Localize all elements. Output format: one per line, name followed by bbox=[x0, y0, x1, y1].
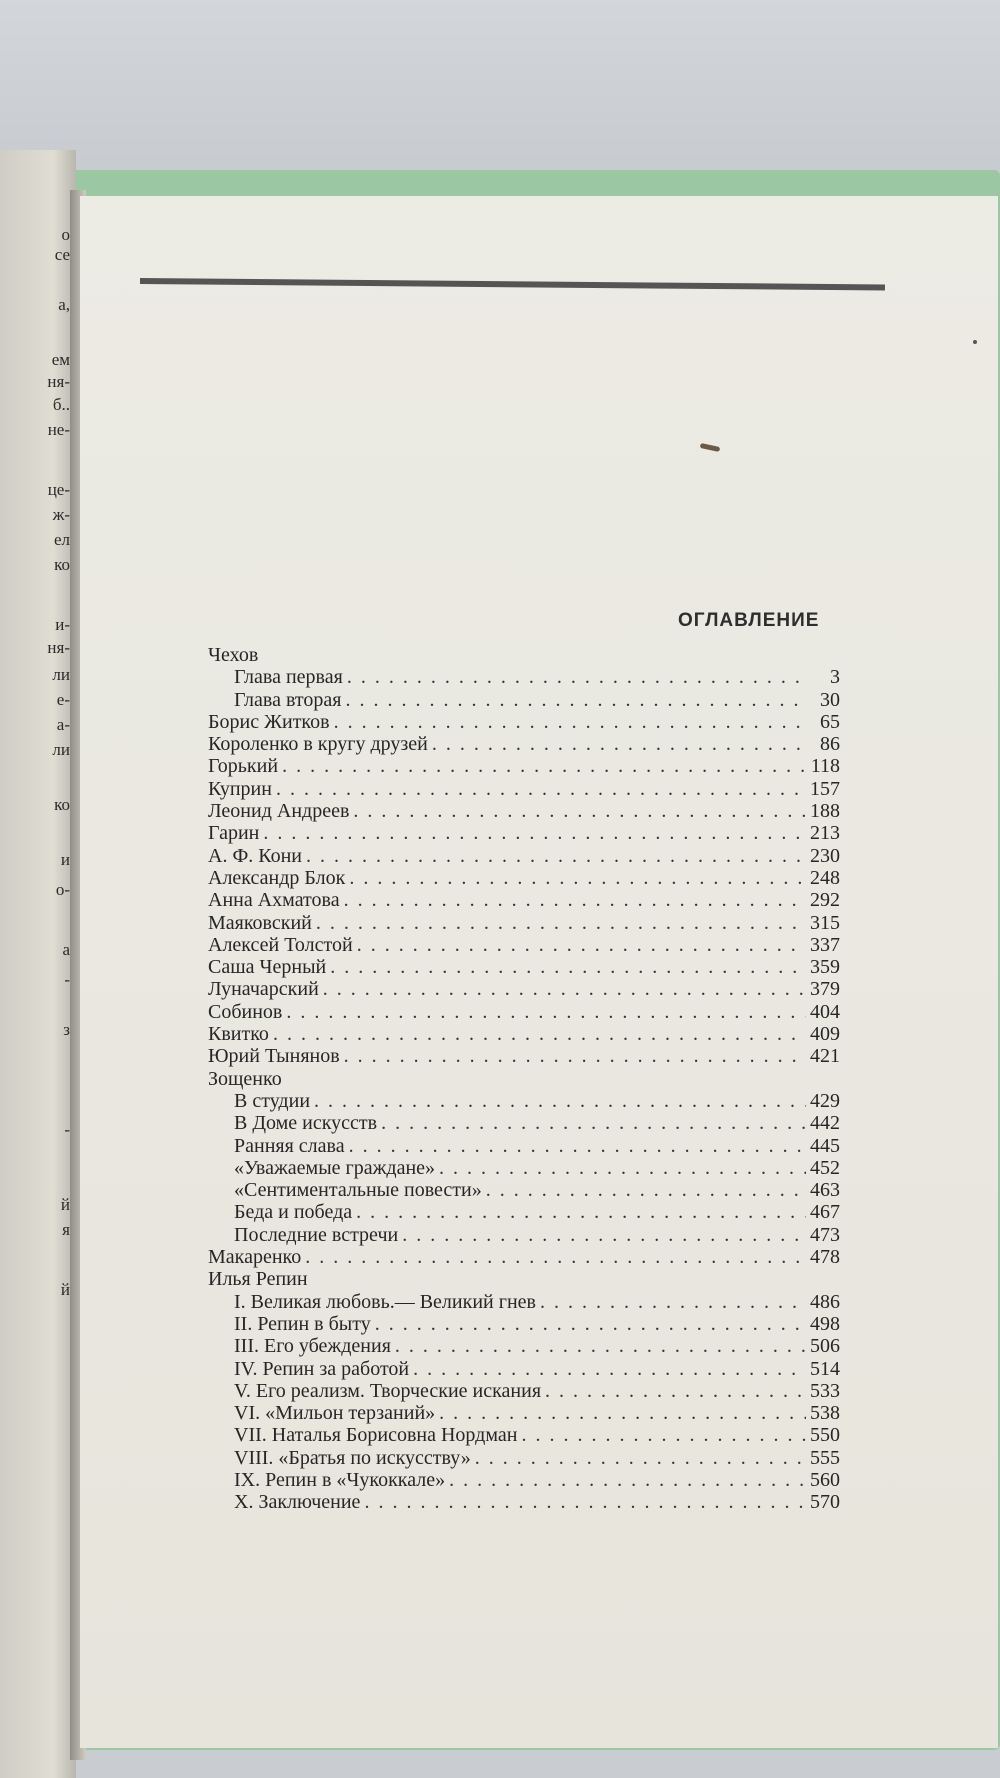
toc-entry bbox=[208, 912, 840, 934]
toc-entry-page-number: 157 bbox=[810, 777, 840, 800]
toc-entry-page-number: 498 bbox=[810, 1312, 840, 1335]
toc-entry-label: Луначарский bbox=[208, 978, 319, 1001]
toc-entry-page-number: 315 bbox=[810, 911, 840, 934]
facing-page-text-fragment: ел bbox=[53, 530, 70, 549]
facing-page-text-fragment: й bbox=[60, 1195, 70, 1214]
facing-page-text-fragment: ж- bbox=[52, 505, 70, 524]
toc-entry-label: Куприн bbox=[208, 777, 272, 800]
toc-entry-label: Леонид Андреев bbox=[208, 800, 350, 823]
toc-entry-label: Горький bbox=[208, 755, 279, 778]
toc-entry-page-number: 570 bbox=[810, 1491, 840, 1514]
facing-page-text-fragment: е- bbox=[56, 690, 70, 709]
toc-entry bbox=[208, 1291, 840, 1313]
toc-entry bbox=[208, 800, 840, 822]
toc-entry-page-number: 538 bbox=[810, 1402, 840, 1425]
toc-entry-label: II. Репин в быту bbox=[234, 1312, 371, 1335]
toc-leader-dots bbox=[301, 1246, 806, 1268]
toc-entry-page-number: 514 bbox=[810, 1357, 840, 1380]
toc-entry-page-number: 463 bbox=[810, 1179, 840, 1202]
toc-entry bbox=[208, 1112, 840, 1134]
toc-entry-label: «Уважаемые граждане» bbox=[234, 1156, 436, 1179]
toc-entry-label: I. Великая любовь.— Великий гнев bbox=[234, 1290, 536, 1313]
facing-page-text-fragment: з bbox=[63, 1020, 70, 1039]
toc-entry-label: Квитко bbox=[208, 1023, 269, 1046]
toc-leader-dots bbox=[482, 1179, 806, 1201]
toc-entry-label: Макаренко bbox=[208, 1246, 302, 1269]
toc-leader-dots bbox=[278, 755, 806, 777]
toc-leader-dots bbox=[352, 1201, 806, 1223]
toc-entry-label: Саша Черный bbox=[208, 956, 327, 979]
toc-leader-dots bbox=[435, 1402, 806, 1424]
facing-page-text-fragment: ли bbox=[52, 665, 70, 684]
toc-entry-label: А. Ф. Кони bbox=[208, 844, 302, 867]
facing-page-text-fragment: не- bbox=[47, 420, 70, 439]
toc-entry-page-number: 506 bbox=[810, 1335, 840, 1358]
toc-entry bbox=[208, 845, 840, 867]
toc-entry-page-number: 421 bbox=[810, 1045, 840, 1068]
toc-entry-label: В студии bbox=[234, 1089, 311, 1112]
toc-entry bbox=[208, 1068, 840, 1090]
toc-leader-dots bbox=[428, 733, 806, 755]
toc-leader-dots bbox=[353, 934, 806, 956]
toc-entry-label: Борис Житков bbox=[208, 710, 330, 733]
facing-page-text-fragment: и bbox=[60, 850, 70, 869]
toc-entry-label: Гарин bbox=[208, 822, 260, 845]
toc-entry-label: Александр Блок bbox=[208, 866, 346, 889]
toc-entry bbox=[208, 1224, 840, 1246]
toc-entry-label: VII. Наталья Борисовна Нордман bbox=[234, 1424, 518, 1447]
toc-entry bbox=[208, 889, 840, 911]
toc-entry-page-number: 478 bbox=[810, 1246, 840, 1269]
toc-entry-page-number: 118 bbox=[810, 755, 840, 778]
toc-entry-page-number: 452 bbox=[810, 1156, 840, 1179]
facing-page-text-fragment: ня- bbox=[47, 372, 70, 391]
facing-page bbox=[0, 150, 76, 1778]
facing-page-text-fragment: я bbox=[62, 1220, 70, 1239]
toc-leader-dots bbox=[409, 1358, 806, 1380]
toc-leader-dots bbox=[302, 845, 806, 867]
toc-entry-label: Собинов bbox=[208, 1000, 283, 1023]
toc-entry-page-number: 292 bbox=[810, 889, 840, 912]
toc-entry-page-number: 65 bbox=[820, 710, 840, 733]
toc-entry-label: VI. «Мильон терзаний» bbox=[234, 1402, 436, 1425]
toc-leader-dots bbox=[340, 889, 806, 911]
toc-entry-page-number: 230 bbox=[810, 844, 840, 867]
toc-leader-dots bbox=[259, 822, 806, 844]
toc-entry bbox=[208, 822, 840, 844]
toc-entry-page-number: 409 bbox=[810, 1023, 840, 1046]
toc-entry bbox=[208, 689, 840, 711]
toc-entry-label: Алексей Толстой bbox=[208, 933, 353, 956]
toc-entry-label: Последние встречи bbox=[234, 1223, 399, 1246]
toc-entry bbox=[208, 1135, 840, 1157]
toc-leader-dots bbox=[343, 666, 806, 688]
toc-leader-dots bbox=[272, 778, 806, 800]
table-of-contents bbox=[208, 644, 840, 1514]
toc-entry-page-number: 248 bbox=[810, 866, 840, 889]
facing-page-text-fragment: а- bbox=[56, 715, 70, 734]
toc-entry bbox=[208, 1201, 840, 1223]
toc-entry-page-number: 86 bbox=[820, 733, 840, 756]
toc-entry-page-number: 429 bbox=[810, 1089, 840, 1112]
toc-entry-page-number: 30 bbox=[820, 688, 840, 711]
toc-entry-page-number: 3 bbox=[830, 666, 840, 689]
toc-leader-dots bbox=[319, 978, 806, 1000]
toc-leader-dots bbox=[445, 1469, 806, 1491]
toc-entry bbox=[208, 733, 840, 755]
toc-entry-label: Беда и победа bbox=[234, 1201, 353, 1224]
toc-title: ОГЛАВЛЕНИЕ bbox=[678, 610, 820, 631]
toc-entry bbox=[208, 934, 840, 956]
toc-entry bbox=[208, 1380, 840, 1402]
toc-entry-page-number: 473 bbox=[810, 1223, 840, 1246]
toc-leader-dots bbox=[345, 1135, 806, 1157]
toc-entry-page-number: 337 bbox=[810, 933, 840, 956]
toc-leader-dots bbox=[371, 1313, 806, 1335]
toc-entry-label: Маяковский bbox=[208, 911, 312, 934]
toc-entry bbox=[208, 1491, 840, 1513]
toc-leader-dots bbox=[517, 1424, 806, 1446]
toc-leader-dots bbox=[391, 1335, 806, 1357]
toc-entry-label: Глава первая bbox=[234, 666, 343, 689]
toc-entry bbox=[208, 1045, 840, 1067]
facing-page-text-fragment: ня- bbox=[47, 638, 70, 657]
toc-entry bbox=[208, 978, 840, 1000]
toc-leader-dots bbox=[340, 1045, 806, 1067]
toc-entry bbox=[208, 1447, 840, 1469]
toc-entry-label: Ранняя слава bbox=[234, 1134, 345, 1157]
toc-entry-label: V. Его реализм. Творческие искания bbox=[234, 1379, 542, 1402]
facing-page-text-fragment: ем bbox=[51, 350, 70, 369]
toc-entry bbox=[208, 711, 840, 733]
toc-entry bbox=[208, 666, 840, 688]
toc-entry bbox=[208, 1268, 840, 1290]
toc-entry bbox=[208, 1313, 840, 1335]
toc-leader-dots bbox=[345, 867, 806, 889]
facing-page-text-fragment: це- bbox=[47, 480, 70, 499]
toc-entry-label: Чехов bbox=[208, 644, 259, 666]
toc-leader-dots bbox=[360, 1491, 806, 1513]
facing-page-text-fragment: б.. bbox=[52, 395, 70, 414]
toc-entry-page-number: 188 bbox=[810, 800, 840, 823]
toc-leader-dots bbox=[398, 1224, 806, 1246]
toc-entry-label: В Доме искусств bbox=[234, 1112, 378, 1135]
toc-entry-label: IX. Репин в «Чукоккале» bbox=[234, 1468, 446, 1491]
toc-entry-page-number: 533 bbox=[810, 1379, 840, 1402]
toc-leader-dots bbox=[349, 800, 806, 822]
toc-entry bbox=[208, 1424, 840, 1446]
toc-entry-label: Анна Ахматова bbox=[208, 889, 340, 912]
toc-entry-page-number: 442 bbox=[810, 1112, 840, 1135]
facing-page-text-fragment: а, bbox=[58, 295, 70, 314]
toc-entry bbox=[208, 1402, 840, 1424]
toc-entry-label: Короленко в кругу друзей bbox=[208, 733, 428, 756]
toc-entry bbox=[208, 867, 840, 889]
toc-entry bbox=[208, 1469, 840, 1491]
toc-entry bbox=[208, 1335, 840, 1357]
paper-dot bbox=[973, 340, 977, 344]
toc-entry-page-number: 550 bbox=[810, 1424, 840, 1447]
facing-page-text-fragment: и- bbox=[55, 615, 70, 634]
toc-entry bbox=[208, 1179, 840, 1201]
toc-entry bbox=[208, 1246, 840, 1268]
toc-leader-dots bbox=[310, 1090, 806, 1112]
toc-entry-label: Юрий Тынянов bbox=[208, 1045, 340, 1068]
toc-leader-dots bbox=[377, 1112, 806, 1134]
toc-entry-label: Зощенко bbox=[208, 1067, 282, 1090]
facing-page-text-fragment: ко bbox=[54, 555, 70, 574]
toc-entry-label: Глава вторая bbox=[234, 688, 342, 711]
facing-page-text-fragment: а bbox=[62, 940, 70, 959]
toc-entry-page-number: 486 bbox=[810, 1290, 840, 1313]
toc-entry-label: IV. Репин за работой bbox=[234, 1357, 410, 1380]
toc-entry-label: Илья Репин bbox=[208, 1268, 308, 1291]
toc-entry-page-number: 359 bbox=[810, 956, 840, 979]
toc-entry bbox=[208, 1157, 840, 1179]
toc-leader-dots bbox=[312, 912, 806, 934]
toc-entry-page-number: 404 bbox=[810, 1000, 840, 1023]
facing-page-text-fragment: се bbox=[54, 245, 70, 264]
toc-entry bbox=[208, 644, 840, 666]
toc-entry bbox=[208, 1090, 840, 1112]
toc-leader-dots bbox=[341, 689, 806, 711]
toc-leader-dots bbox=[326, 956, 806, 978]
toc-entry bbox=[208, 956, 840, 978]
facing-page-text-fragment: о bbox=[61, 225, 70, 244]
facing-page-text-fragment: й bbox=[60, 1280, 70, 1299]
facing-page-text-fragment: - bbox=[64, 970, 70, 989]
toc-entry-label: III. Его убеждения bbox=[234, 1335, 391, 1358]
toc-leader-dots bbox=[269, 1023, 806, 1045]
toc-entry-page-number: 445 bbox=[810, 1134, 840, 1157]
toc-leader-dots bbox=[282, 1001, 806, 1023]
toc-entry bbox=[208, 1023, 840, 1045]
toc-entry-page-number: 379 bbox=[810, 978, 840, 1001]
toc-entry-page-number: 555 bbox=[810, 1446, 840, 1469]
toc-entry bbox=[208, 1001, 840, 1023]
toc-entry-label: «Сентиментальные повести» bbox=[234, 1179, 482, 1202]
toc-entry bbox=[208, 1358, 840, 1380]
toc-leader-dots bbox=[536, 1291, 806, 1313]
toc-entry bbox=[208, 778, 840, 800]
toc-leader-dots bbox=[471, 1447, 806, 1469]
toc-entry-page-number: 467 bbox=[810, 1201, 840, 1224]
toc-entry-page-number: 213 bbox=[810, 822, 840, 845]
toc-entry-label: X. Заключение bbox=[234, 1491, 361, 1514]
facing-page-text-fragment: - bbox=[64, 1120, 70, 1139]
toc-leader-dots bbox=[541, 1380, 806, 1402]
toc-entry-label: VIII. «Братья по искусству» bbox=[234, 1446, 471, 1469]
facing-page-text-fragment: ли bbox=[52, 740, 70, 759]
toc-leader-dots bbox=[435, 1157, 806, 1179]
toc-entry bbox=[208, 755, 840, 777]
toc-entry-page-number: 560 bbox=[810, 1468, 840, 1491]
facing-page-text-fragment: о- bbox=[55, 880, 70, 899]
facing-page-text-fragment: ко bbox=[54, 795, 70, 814]
toc-leader-dots bbox=[330, 711, 806, 733]
